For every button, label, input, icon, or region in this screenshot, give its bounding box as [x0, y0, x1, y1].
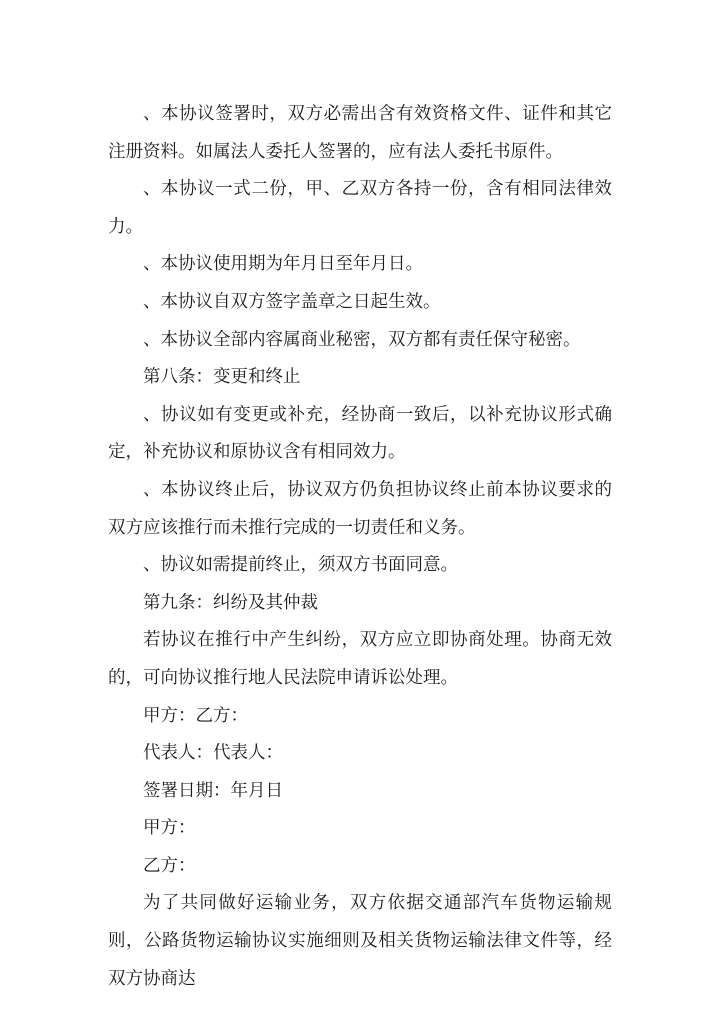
party-b-label: 乙方： — [143, 855, 196, 876]
document-body — [108, 96, 612, 998]
signature-parties: 甲方：乙方： — [143, 705, 248, 726]
clause-dispute: 若协议在推行中产生纠纷，双方应立即协商处理。协商无效的，可向协议推行地人民法院申请诉讼处理。 — [108, 630, 612, 688]
clause-post-termination: 、本协议终止后，协议双方仍负担协议终止前本协议要求的双方应该推行而未推行完成的一切责任和义务。 — [108, 479, 612, 538]
party-a-label: 甲方： — [143, 818, 196, 839]
signature-date: 签署日期：年月日 — [143, 780, 283, 801]
article-8-heading: 第八条：变更和终止 — [143, 367, 301, 388]
clause-validity-period: 、本协议使用期为年月日至年月日。 — [143, 254, 423, 275]
clause-confidentiality: 、本协议全部内容属商业秘密，双方都有责任保守秘密。 — [143, 329, 581, 350]
clause-signing-qualification: 、本协议签署时，双方必需出含有效资格文件、证件和其它注册资料。如属法人委托人签署的，应有法人委托书原件。 — [108, 104, 612, 162]
clause-amendment: 、协议如有变更或补充，经协商一致后，以补充协议形式确定，补充协议和原协议含有相同效力。 — [108, 404, 612, 463]
signature-representatives: 代表人：代表人： — [143, 743, 283, 764]
clause-early-termination: 、协议如需提前终止，须双方书面同意。 — [143, 555, 458, 576]
article-9-heading: 第九条：纠纷及其仲裁 — [143, 592, 318, 613]
clause-copies: 、本协议一式二份，甲、乙双方各持一份，含有相同法律效力。 — [108, 179, 612, 237]
clause-effective-date: 、本协议自双方签字盖章之日起生效。 — [143, 291, 441, 312]
transport-agreement-intro: 为了共同做好运输业务，双方依据交通部汽车货物运输规则，公路货物运输协议实施细则及相关货物运输法律文件等，经双方协商达 — [108, 893, 612, 989]
